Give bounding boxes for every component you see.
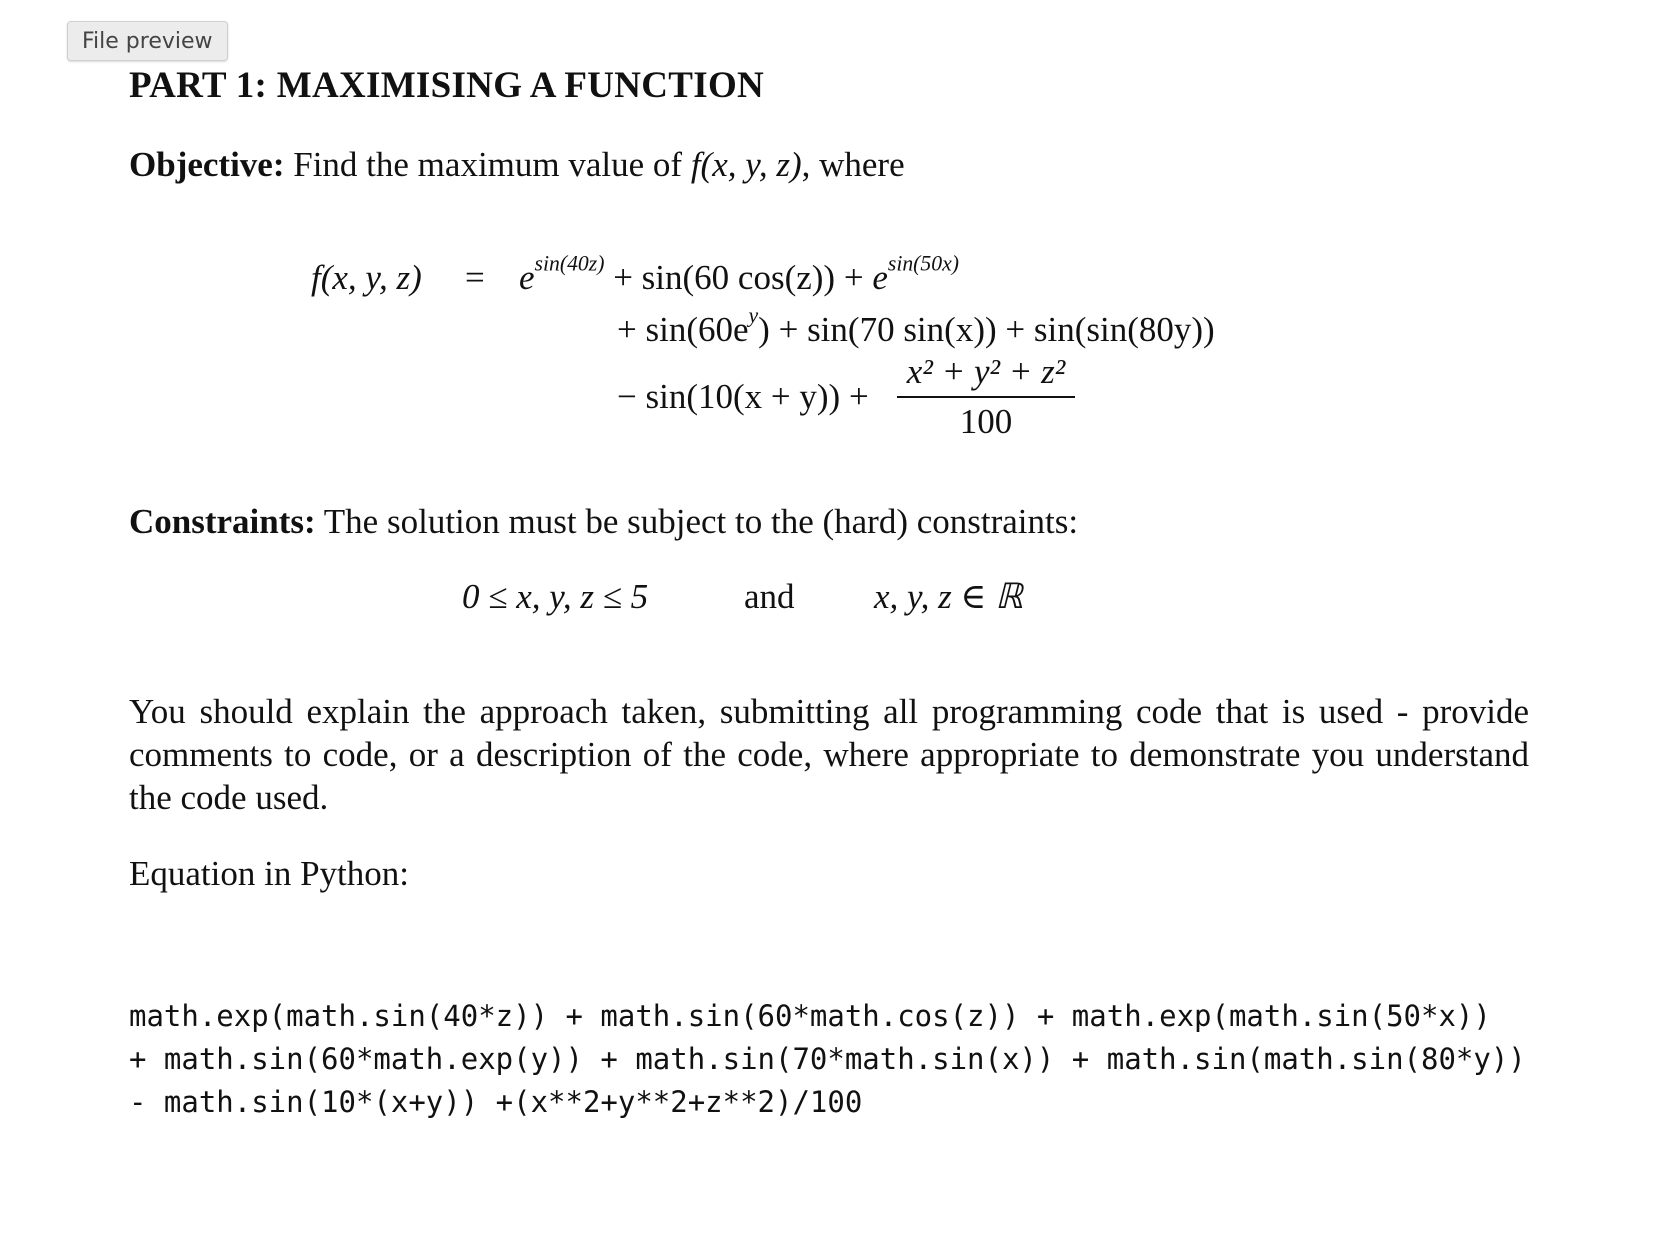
code-line: math.exp(math.sin(40*z)) + math.sin(60*math.cos(z)) + math.exp(math.sin(50*x)) [129, 999, 1491, 1033]
explanation-paragraph: You should explain the approach taken, submitting all programming code that is used - provide comments to code, or a description of the code, where appropriate to demonstrate you understand the code used. [129, 692, 1529, 817]
objective-paragraph [129, 145, 905, 185]
fraction-numerator: x² + y² + z² [897, 352, 1075, 398]
code-line: - math.sin(10*(x+y)) +(x**2+y**2+z**2)/100 [129, 1085, 863, 1119]
exp-power-1: sin(40z) [534, 251, 605, 276]
equation-fraction [897, 352, 1075, 442]
equation-line-1 [519, 251, 959, 298]
fraction-denominator: 100 [959, 402, 1013, 441]
equation-line-2-exp: y [748, 303, 759, 328]
exp-base-2: e [872, 258, 888, 297]
exp-base-1: e [519, 258, 535, 297]
constraints-label: Constraints: [129, 502, 316, 541]
python-heading: Equation in Python: [129, 854, 409, 893]
constraints-text: The solution must be subject to the (hard) constraints: [315, 502, 1079, 541]
equation-line-2-part1: + sin(60e [617, 310, 749, 349]
objective-label: Objective: [129, 145, 285, 184]
constraint-conjunction: and [744, 577, 795, 616]
code-line: + math.sin(60*math.exp(y)) + math.sin(70*math.sin(x)) + math.sin(math.sin(80*y)) [129, 1042, 1526, 1076]
constraint-range: 0 ≤ x, y, z ≤ 5 [462, 577, 649, 616]
equation-line-2-part2: ) + sin(70 sin(x)) + sin(sin(80y)) [758, 310, 1215, 349]
constraints-paragraph [129, 502, 1078, 542]
page-title: PART 1: MAXIMISING A FUNCTION [129, 65, 765, 106]
equation-line-1-middle: + sin(60 cos(z)) + [604, 258, 873, 297]
constraint-domain: x, y, z ∈ ℝ [874, 577, 1023, 616]
python-code-block [129, 995, 1526, 1124]
file-preview-button[interactable]: File preview [67, 21, 228, 61]
equation-lhs: f(x, y, z) [311, 258, 422, 297]
equation-equals: = [465, 258, 485, 297]
objective-function: f(x, y, z) [690, 145, 802, 184]
exp-power-2: sin(50x) [887, 251, 959, 276]
equation-line-2 [617, 303, 1215, 350]
objective-text-after: , where [801, 145, 905, 184]
objective-text: Find the maximum value of [284, 145, 691, 184]
equation-line-3: − sin(10(x + y)) + [617, 377, 869, 416]
